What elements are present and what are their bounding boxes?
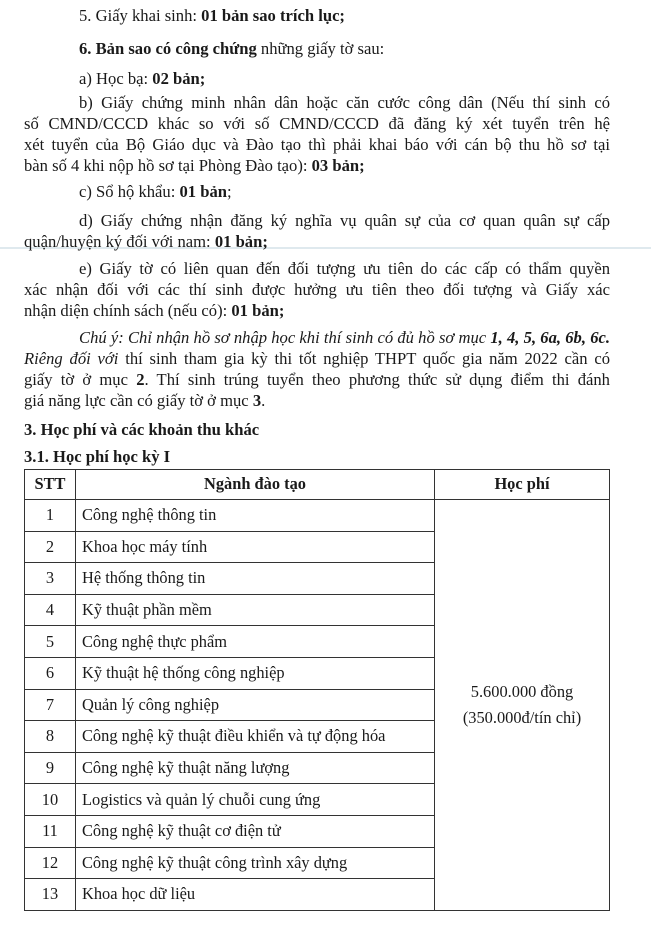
row-stt: 1 [25, 500, 76, 532]
row-stt: 13 [25, 879, 76, 911]
row-major: Công nghệ kỹ thuật điều khiển và tự động hóa [76, 721, 435, 753]
row-stt: 6 [25, 657, 76, 689]
row-stt: 9 [25, 752, 76, 784]
row-major: Logistics và quản lý chuỗi cung ứng [76, 784, 435, 816]
note-line-2: Riêng đối với thí sinh tham gia kỳ thi tốt nghiệp THPT quốc gia năm 2022 cần có [24, 349, 610, 368]
row-major: Công nghệ thực phẩm [76, 626, 435, 658]
item-6b-line-2: số CMND/CCCD khác so với số CMND/CCCD đã đăng ký xét tuyển trên hệ [24, 114, 610, 133]
note-line-4: giá năng lực cần có giấy tờ ở mục 3. [24, 391, 266, 410]
table-row [25, 500, 610, 532]
fee-cell [435, 500, 610, 911]
item-6c: c) Sổ hộ khẩu: 01 bản; [79, 182, 232, 201]
row-stt: 10 [25, 784, 76, 816]
item-6e-line-1: e) Giấy tờ có liên quan đến đối tượng ưu tiên do các cấp có thẩm quyền [79, 259, 610, 278]
row-major: Khoa học máy tính [76, 531, 435, 563]
row-stt: 7 [25, 689, 76, 721]
row-major: Quản lý công nghiệp [76, 689, 435, 721]
header-stt: STT [25, 470, 76, 500]
row-stt: 11 [25, 815, 76, 847]
row-stt: 5 [25, 626, 76, 658]
row-stt: 2 [25, 531, 76, 563]
item-5: 5. Giấy khai sinh: 01 bản sao trích lục; [79, 6, 345, 25]
tuition-table [24, 469, 610, 911]
item-6d-line-1: d) Giấy chứng nhận đăng ký nghĩa vụ quân sự của cơ quan quân sự cấp [79, 211, 610, 230]
item-6: 6. Bản sao có công chứng những giấy tờ sau: [79, 39, 385, 58]
section-3-1-heading: 3.1. Học phí học kỳ I [24, 447, 171, 466]
item-6b-line-3: xét tuyển của Bộ Giáo dục và Đào tạo thì phải khai báo với cán bộ thu hồ sơ tại [24, 135, 610, 154]
item-6e-line-2: xác nhận đối với các thí sinh được hưởng ưu tiên theo đối tượng và Giấy xác [24, 280, 610, 299]
row-stt: 12 [25, 847, 76, 879]
header-major: Ngành đào tạo [76, 470, 435, 500]
fee-per-credit: (350.000đ/tín chỉ) [462, 707, 582, 727]
item-6e-line-3: nhận diện chính sách (nếu có): 01 bản; [24, 301, 285, 320]
item-6b-line-1: b) Giấy chứng minh nhân dân hoặc căn cước công dân (Nếu thí sinh có [79, 93, 610, 112]
row-major: Công nghệ kỹ thuật công trình xây dựng [76, 847, 435, 879]
table-header-row [25, 470, 610, 500]
item-6a: a) Học bạ: 02 bản; [79, 69, 206, 88]
section-3-heading: 3. Học phí và các khoản thu khác [24, 420, 260, 439]
row-stt: 4 [25, 594, 76, 626]
row-major: Công nghệ kỹ thuật năng lượng [76, 752, 435, 784]
row-stt: 8 [25, 721, 76, 753]
row-major: Kỹ thuật hệ thống công nghiệp [76, 657, 435, 689]
item-6b-line-4: bàn số 4 khi nộp hồ sơ tại Phòng Đào tạo): 03 bản; [24, 156, 365, 175]
header-fee: Học phí [435, 470, 610, 500]
row-major: Công nghệ kỹ thuật cơ điện tử [76, 815, 435, 847]
row-stt: 3 [25, 563, 76, 595]
row-major: Khoa học dữ liệu [76, 879, 435, 911]
note-line-3: giấy tờ ở mục 2. Thí sinh trúng tuyển theo phương thức sử dụng điểm thi đánh [24, 370, 610, 389]
fee-amount: 5.600.000 đồng [470, 681, 574, 701]
item-6d-line-2: quận/huyện ký đối với nam: 01 bản; [24, 232, 268, 251]
note-line-1: Chú ý: Chỉ nhận hồ sơ nhập học khi thí sinh có đủ hồ sơ mục 1, 4, 5, 6a, 6b, 6c. [79, 328, 611, 347]
row-major: Kỹ thuật phần mềm [76, 594, 435, 626]
row-major: Công nghệ thông tin [76, 500, 435, 532]
row-major: Hệ thống thông tin [76, 563, 435, 595]
